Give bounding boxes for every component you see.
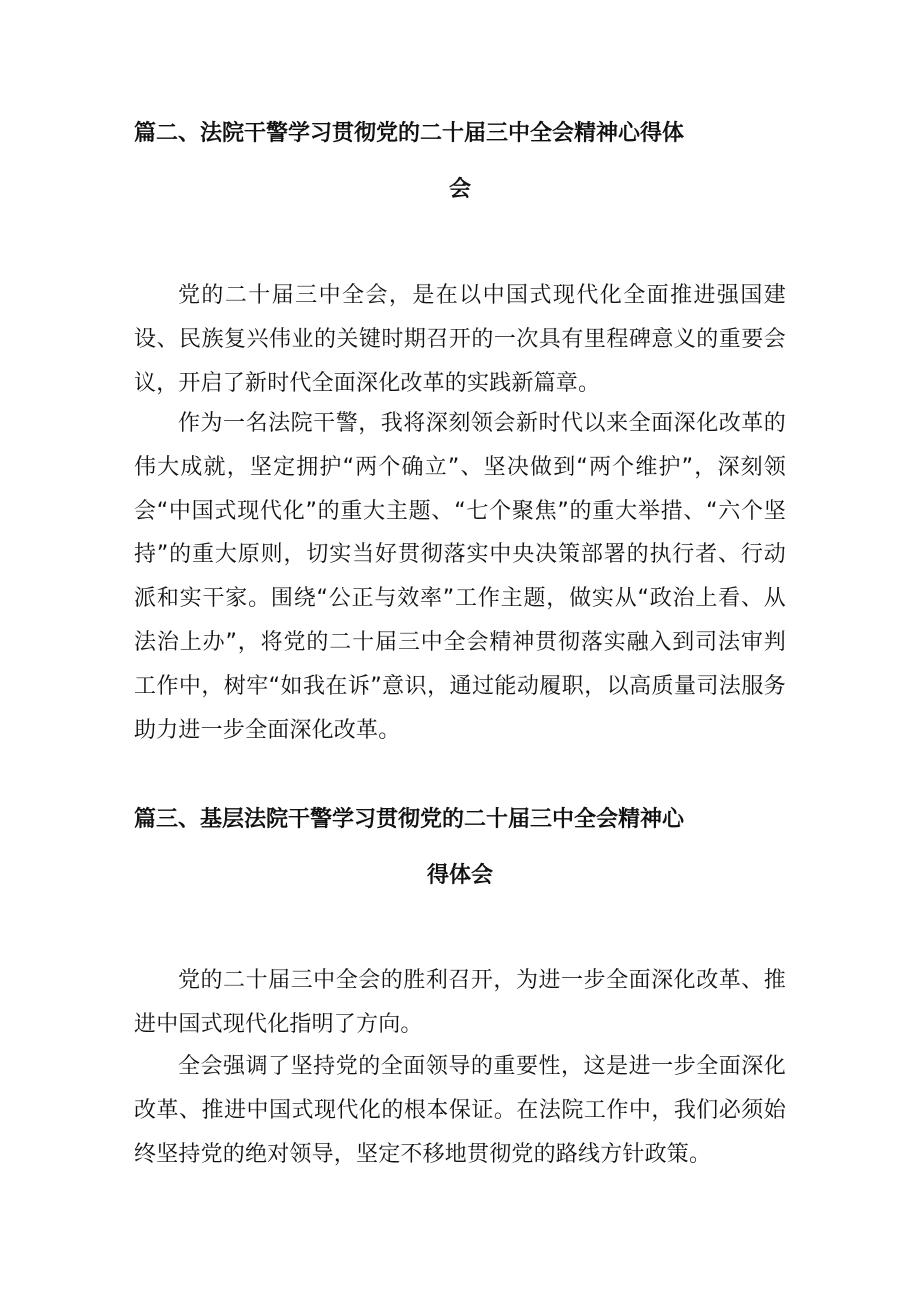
section-2-paragraph-2: 作为一名法院干警，我将深刻领会新时代以来全面深化改革的伟大成就，坚定拥护“两个确立”、坚决做到“两个维护”，深刻领会“中国式现代化”的重大主题、“七个聚焦”的重大举措、“六个坚持”的重大原则，切实当好贯彻落实中央决策部署的执行者、行动派和实干家。围绕“公正与效率”工作主题，做实从“政治上看、从法治上办”，将党的二十届三中全会精神贯彻落实融入到司法审判工作中，树牢“如我在诉”意识，通过能动履职，以高质量司法服务助力进一步全面深化改革。: [134, 411, 786, 743]
section-3-title-line-2: 得体会: [426, 863, 493, 888]
section-3-title: [134, 792, 786, 904]
section-2-title: [134, 106, 786, 218]
section-3-paragraph-1: 党的二十届三中全会的胜利召开，为进一步全面深化改革、推进中国式现代化指明了方向。: [134, 968, 786, 1037]
section-3-title-line-1: 篇三、基层法院干警学习贯彻党的二十届三中全会精神心: [134, 807, 685, 832]
section-2-paragraph-1: 党的二十届三中全会，是在以中国式现代化全面推进强国建设、民族复兴伟业的关键时期召开的一次具有里程碑意义的重要会议，开启了新时代全面深化改革的实践新篇章。: [134, 283, 786, 396]
section-3-paragraph-2: 全会强调了坚持党的全面领导的重要性，这是进一步全面深化改革、推进中国式现代化的根本保证。在法院工作中，我们必须始终坚持党的绝对领导，坚定不移地贯彻党的路线方针政策。: [134, 1054, 786, 1167]
section-2-title-line-2: 会: [448, 177, 471, 202]
section-2-title-line-1: 篇二、法院干警学习贯彻党的二十届三中全会精神心得体: [134, 121, 685, 146]
